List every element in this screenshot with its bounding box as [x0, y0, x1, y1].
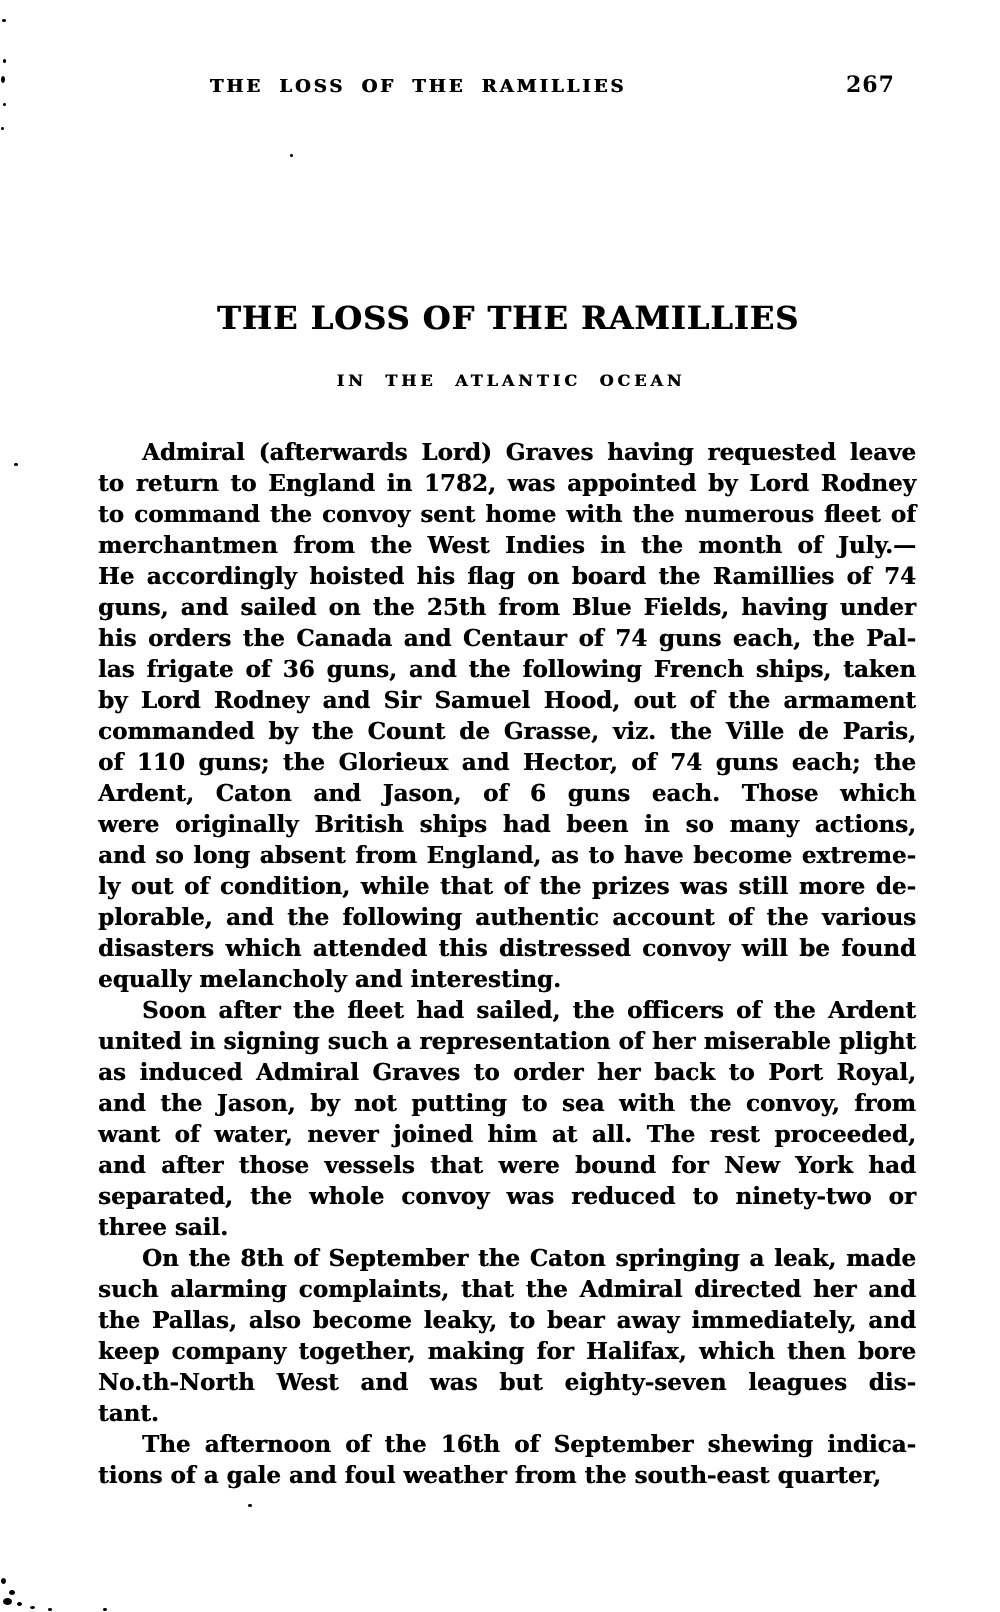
scan-speck [3, 1598, 12, 1605]
text-line: The afternoon of the 16th of September shewing indica- [142, 1431, 916, 1458]
text-line: to command the convoy sent home with the numerous fleet of [98, 501, 916, 528]
text-line: merchantmen from the West Indies in the month of July.— [98, 532, 916, 559]
text-line: were originally British ships had been in so many actions, [98, 811, 916, 838]
text-line: as induced Admiral Graves to order her back to Port Royal, [98, 1059, 916, 1086]
text-line: Admiral (afterwards Lord) Graves having requested leave [142, 439, 916, 466]
text-line: equally melancholy and interesting. [98, 966, 561, 993]
text-line: to return to England in 1782, was appointed by Lord Rodney [98, 470, 916, 497]
text-line: disasters which attended this distressed convoy will be found [98, 935, 916, 962]
body-text [98, 437, 916, 1491]
paragraph [98, 437, 916, 995]
text-line: On the 8th of September the Caton springing a leak, made [142, 1245, 916, 1272]
text-line: united in signing such a representation of her miserable plight [98, 1028, 916, 1055]
text-line: commanded by the Count de Grasse, viz. the Ville de Paris, [98, 718, 916, 745]
text-line: keep company together, making for Halifax, which then bore [98, 1338, 916, 1365]
text-line: He accordingly hoisted his flag on board the Ramillies of 74 [98, 563, 916, 590]
text-line: and so long absent from England, as to have become extreme- [98, 842, 916, 869]
page-title: THE LOSS OF THE RAMILLIES [216, 299, 800, 337]
scan-speck [17, 1602, 22, 1606]
text-line: ly out of condition, while that of the prizes was still more de- [98, 873, 916, 900]
text-line: separated, the whole convoy was reduced to ninety-two or [98, 1183, 916, 1210]
scan-speck [1, 1578, 6, 1584]
text-line: and the Jason, by not putting to sea with the convoy, from [98, 1090, 916, 1117]
scan-speck [1, 127, 4, 130]
scan-speck [3, 103, 6, 106]
text-line: want of water, never joined him at all. The rest proceeded, [98, 1121, 916, 1148]
running-header: THE LOSS OF THE RAMILLIES [209, 76, 627, 97]
text-line: the Pallas, also become leaky, to bear away immediately, and [98, 1307, 916, 1334]
text-line: Soon after the fleet had sailed, the officers of the Ardent [142, 997, 916, 1024]
text-line: tant. [98, 1400, 159, 1427]
text-line: guns, and sailed on the 25th from Blue Fields, having under [98, 594, 916, 621]
text-line: plorable, and the following authentic account of the various [98, 904, 916, 931]
text-line: by Lord Rodney and Sir Samuel Hood, out of the armament [98, 687, 916, 714]
text-line: tions of a gale and foul weather from the south-east quarter, [98, 1462, 881, 1489]
scan-speck [248, 1504, 252, 1507]
scan-speck [14, 463, 18, 466]
text-line: las frigate of 36 guns, and the following French ships, taken [98, 656, 916, 683]
text-line: his orders the Canada and Centaur of 74 guns each, the Pal- [98, 625, 916, 652]
text-line: such alarming complaints, that the Admiral directed her and [98, 1276, 916, 1303]
page-subtitle: IN THE ATLANTIC OCEAN [336, 371, 686, 390]
paragraph [98, 1429, 916, 1491]
scan-speck [2, 19, 6, 22]
scan-speck [3, 59, 6, 63]
text-line: Ardent, Caton and Jason, of 6 guns each. Those which [98, 780, 916, 807]
page-number: 267 [846, 72, 895, 98]
scan-speck [1, 76, 5, 83]
scan-speck [9, 1590, 15, 1595]
scan-speck [48, 1608, 52, 1611]
text-line: No.th-North West and was but eighty-seven leagues dis- [98, 1369, 916, 1396]
scan-speck [30, 1606, 35, 1609]
text-line: and after those vessels that were bound for New York had [98, 1152, 916, 1179]
text-line: of 110 guns; the Glorieux and Hector, of 74 guns each; the [98, 749, 916, 776]
paragraph [98, 995, 916, 1243]
scan-speck [290, 154, 293, 157]
paragraph [98, 1243, 916, 1429]
text-line: three sail. [98, 1214, 229, 1241]
scan-speck [103, 1608, 107, 1611]
